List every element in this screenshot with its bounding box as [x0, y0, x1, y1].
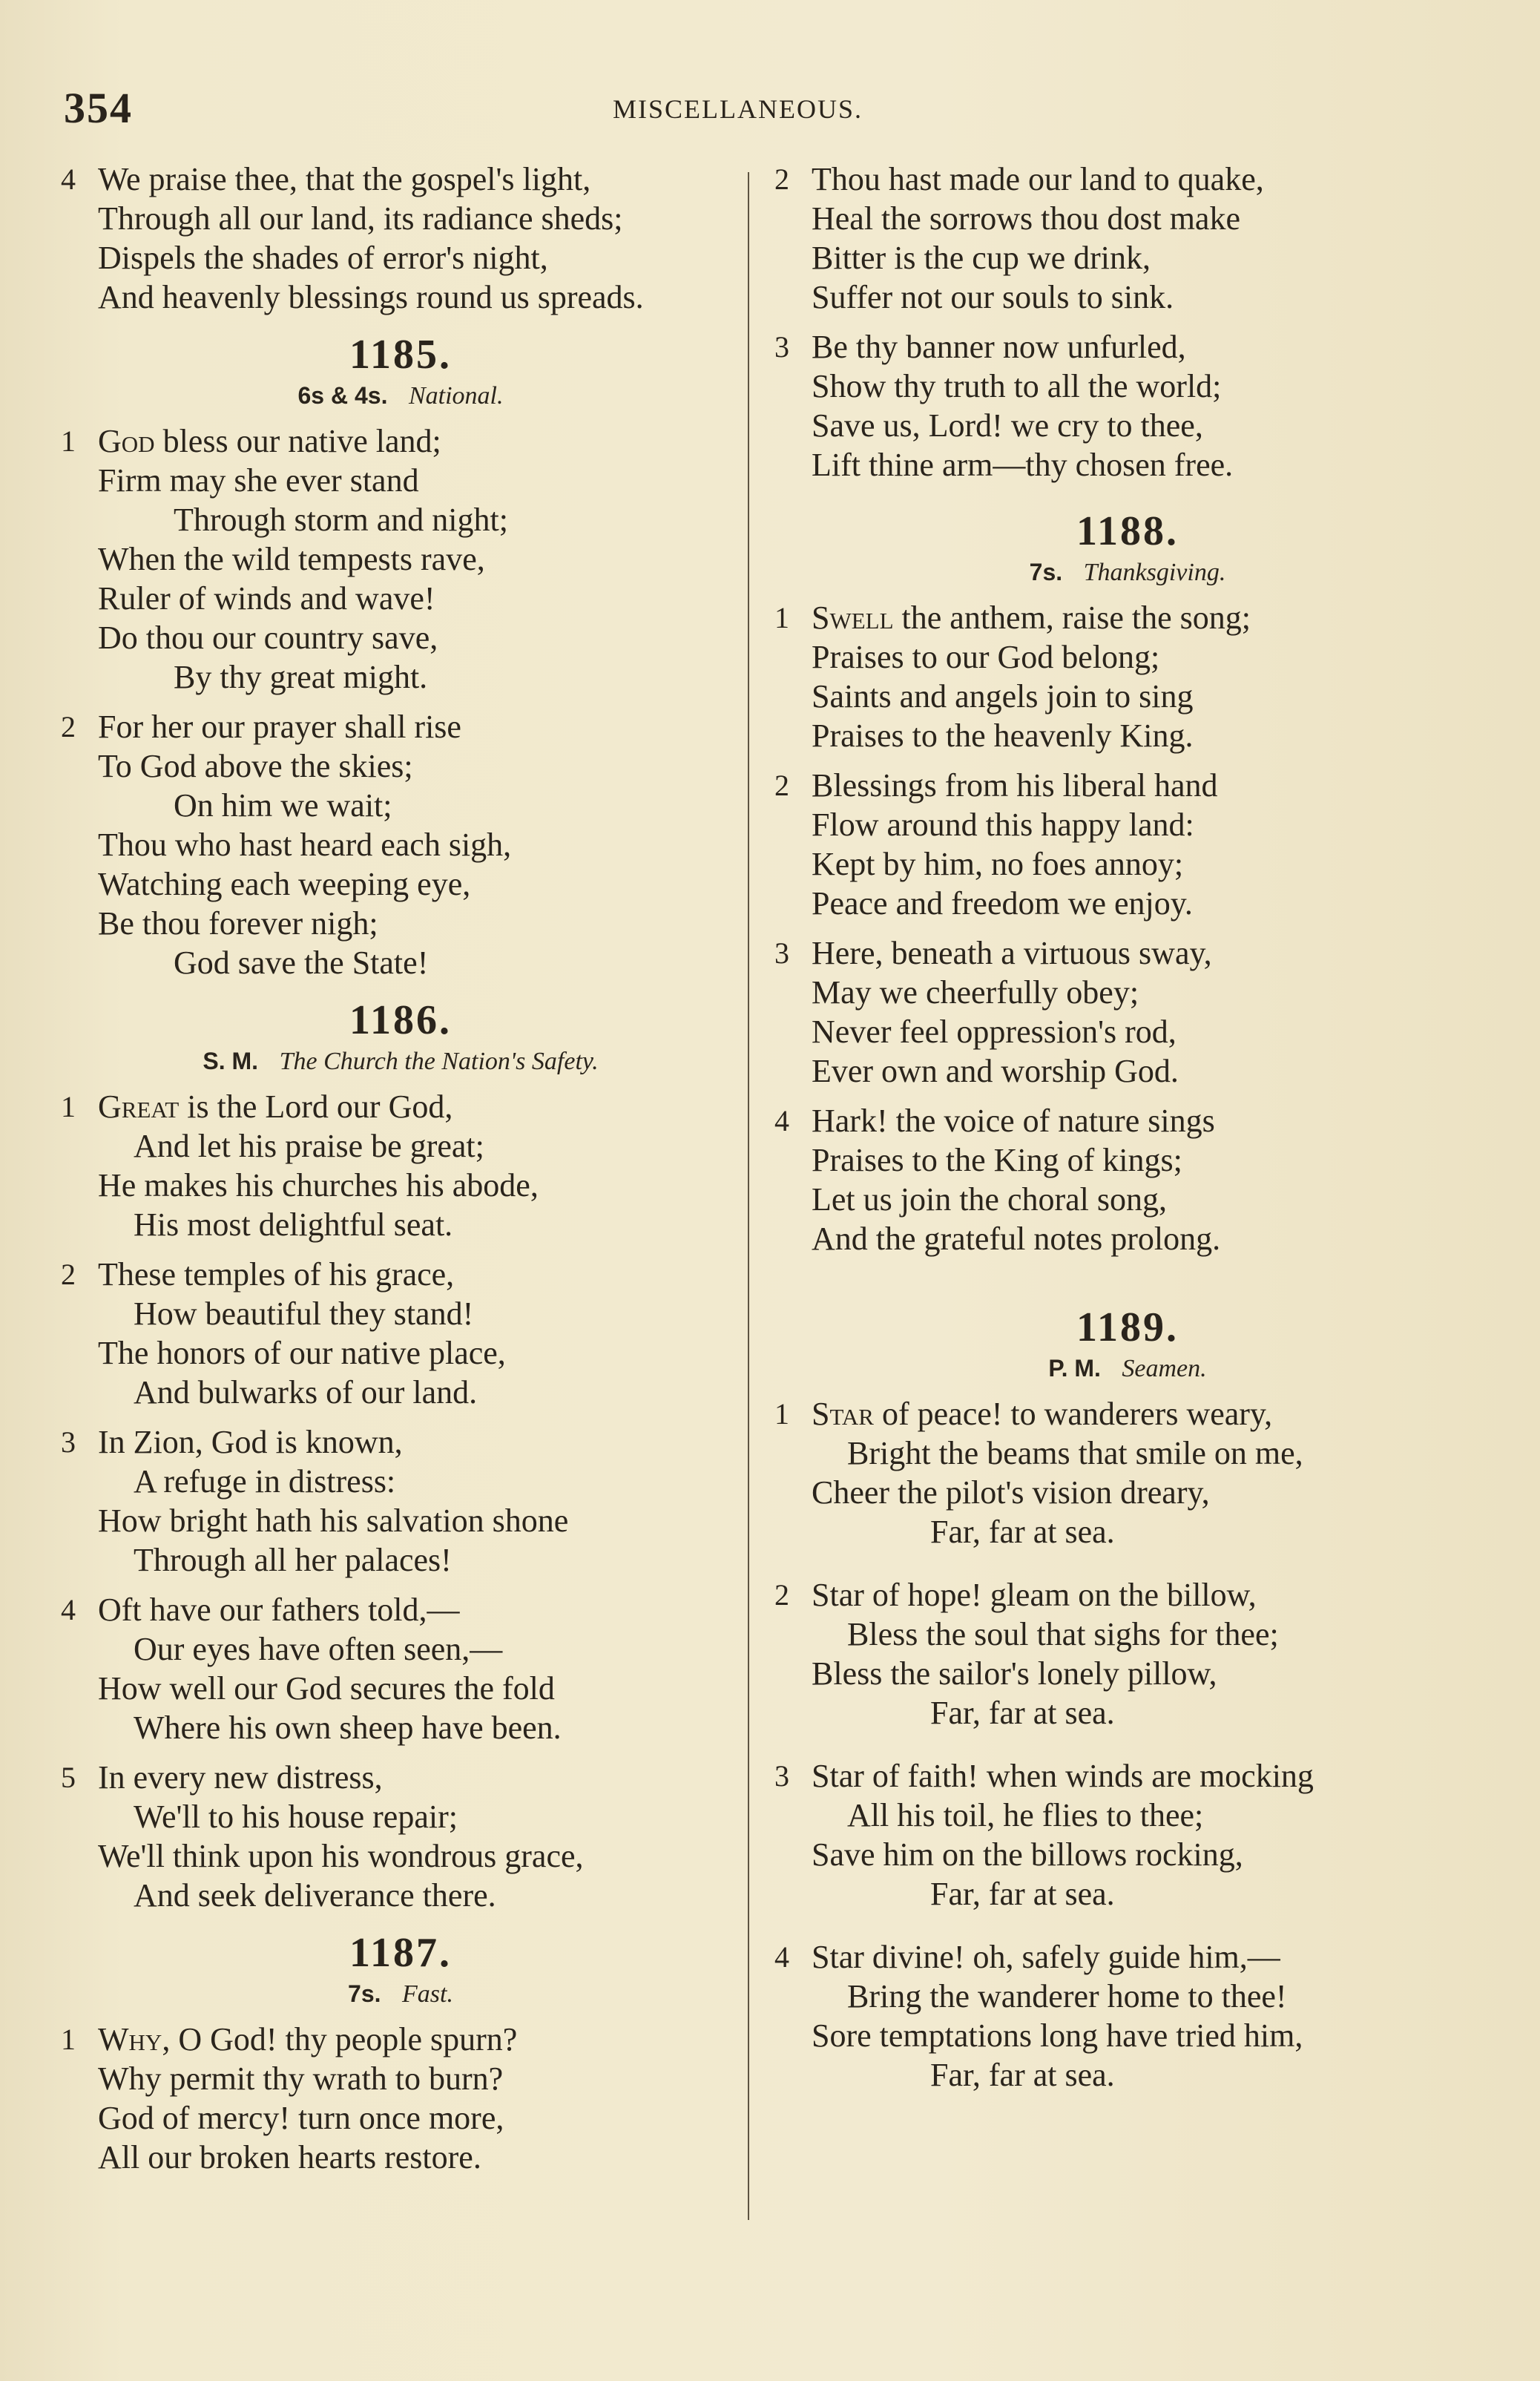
- stanza-number: 1: [61, 424, 76, 458]
- hymn-title: Thanksgiving.: [1083, 559, 1226, 586]
- verse-line: Bless the soul that sighs for thee;: [847, 1616, 1279, 1652]
- verse-line: Watching each weeping eye,: [98, 866, 471, 902]
- hymn-title: The Church the Nation's Safety.: [279, 1048, 599, 1075]
- verse-line: God of mercy! turn once more,: [98, 2100, 504, 2136]
- stanza-number: 4: [61, 1593, 76, 1626]
- stanza: [45, 1087, 757, 1244]
- hymn-meter: 6s & 4s.: [297, 382, 388, 409]
- hymn-number: 1185.: [349, 332, 452, 378]
- verse-line: These temples of his grace,: [98, 1256, 455, 1293]
- right-column: [757, 160, 1498, 2105]
- stanza-number: 5: [61, 1761, 76, 1794]
- hymn-title: Seamen.: [1122, 1355, 1207, 1382]
- stanza-number: 2: [61, 1258, 76, 1291]
- verse-line: Star divine! oh, safely guide him,—: [812, 1939, 1280, 1975]
- verse-line: A refuge in distress:: [134, 1463, 396, 1500]
- verse-line: The honors of our native place,: [98, 1335, 506, 1371]
- stanza: [45, 707, 757, 982]
- hymn-meter-line: [45, 1977, 757, 2011]
- hymn-number: 1188.: [1076, 508, 1179, 554]
- verse-line: Peace and freedom we enjoy.: [812, 885, 1193, 922]
- verse-line: We praise thee, that the gospel's light,: [98, 161, 591, 197]
- verse-line: In every new distress,: [98, 1759, 383, 1796]
- verse-line: Sore temptations long have tried him,: [812, 2017, 1303, 2054]
- verse-line: He makes his churches his abode,: [98, 1167, 539, 1203]
- stanza-number: 2: [774, 769, 789, 802]
- verse-line: Show thy truth to all the world;: [812, 368, 1222, 404]
- verse-line: And the grateful notes prolong.: [812, 1221, 1221, 1257]
- verse-line: Lift thine arm—thy chosen free.: [812, 447, 1234, 483]
- verse-line: Praises to the King of kings;: [812, 1142, 1182, 1178]
- verse-line: When the wild tempests rave,: [98, 541, 485, 577]
- verse-line: And heavenly blessings round us spreads.: [98, 279, 644, 315]
- verse-line: And let his praise be great;: [134, 1128, 484, 1164]
- verse-line: We'll think upon his wondrous grace,: [98, 1838, 584, 1874]
- verse-line: Here, beneath a virtuous sway,: [812, 935, 1212, 971]
- hymn-meter-line: [45, 379, 757, 413]
- stanza: [45, 1255, 757, 1412]
- verse-line: Bring the wanderer home to thee!: [847, 1978, 1287, 2014]
- stanza-number: 3: [774, 330, 789, 364]
- page-header: [64, 83, 1495, 132]
- stanza: [757, 160, 1498, 317]
- verse-line: To God above the skies;: [98, 748, 413, 784]
- verse-line: Cheer the pilot's vision dreary,: [812, 1474, 1210, 1511]
- stanza-number: 3: [774, 936, 789, 970]
- verse-line: Praises to the heavenly King.: [812, 717, 1194, 754]
- verse-line: Save him on the billows rocking,: [812, 1836, 1243, 1873]
- hymn-meter: 7s.: [348, 1980, 381, 2007]
- first-line-rest: bless our native land;: [154, 423, 441, 459]
- verse-line: Saints and angels join to sing: [812, 678, 1194, 715]
- first-word: Great: [98, 1088, 180, 1125]
- hymn-number: 1186.: [349, 997, 452, 1043]
- verse-line: For her our prayer shall rise: [98, 709, 461, 745]
- hymn-meter: 7s.: [1029, 559, 1063, 585]
- stanza: [757, 933, 1498, 1091]
- stanza: [757, 598, 1498, 755]
- verse-line: Through all our land, its radiance sheds;: [98, 200, 623, 237]
- verse-line: Hark! the voice of nature sings: [812, 1103, 1215, 1139]
- hymn-number: 1187.: [349, 1930, 452, 1976]
- first-word: Why: [98, 2021, 162, 2057]
- stanza: [45, 421, 757, 697]
- verse-line: Our eyes have often seen,—: [134, 1631, 503, 1667]
- stanza-number: 4: [774, 1940, 789, 1974]
- verse-line: Far, far at sea.: [930, 2057, 1115, 2093]
- verse-line: Bright the beams that smile on me,: [847, 1435, 1303, 1471]
- stanza: [757, 327, 1498, 485]
- verse-line: Firm may she ever stand: [98, 462, 419, 499]
- stanza: [45, 2020, 757, 2177]
- stanza-number: 3: [61, 1425, 76, 1459]
- hymn-title: National.: [408, 382, 504, 410]
- stanza-number: 4: [774, 1104, 789, 1137]
- verse-line: Save us, Lord! we cry to thee,: [812, 407, 1203, 444]
- stanza: [45, 1590, 757, 1747]
- verse-line: How well our God secures the fold: [98, 1670, 555, 1707]
- stanza: [45, 1422, 757, 1580]
- stanza: [757, 1937, 1498, 2095]
- verse-line: Be thy banner now unfurled,: [812, 329, 1186, 365]
- first-word: God: [98, 423, 155, 459]
- verse-line: Thou who hast heard each sigh,: [98, 827, 512, 863]
- verse-line: Suffer not our souls to sink.: [812, 279, 1174, 315]
- verse-line: God save the State!: [174, 945, 429, 981]
- verse-line: His most delightful seat.: [134, 1206, 453, 1243]
- stanza-number: 2: [774, 162, 789, 196]
- verse-line: Dispels the shades of error's night,: [98, 240, 548, 276]
- verse-line: We'll to his house repair;: [134, 1799, 458, 1835]
- stanza-number: 1: [774, 601, 789, 634]
- verse-line: Let us join the choral song,: [812, 1181, 1168, 1218]
- verse-line: On him we wait;: [174, 787, 392, 824]
- verse-line: Why permit thy wrath to burn?: [98, 2060, 504, 2097]
- verse-line: All our broken hearts restore.: [98, 2139, 481, 2175]
- verse-line: Star of faith! when winds are mocking: [812, 1758, 1314, 1794]
- verse-line: Through all her palaces!: [134, 1542, 452, 1578]
- verse-line: Be thou forever nigh;: [98, 905, 378, 942]
- stanza: [757, 1101, 1498, 1258]
- verse-line: Bless the sailor's lonely pillow,: [812, 1655, 1217, 1692]
- verse-line: May we cheerfully obey;: [812, 974, 1139, 1011]
- verse-line: Ruler of winds and wave!: [98, 580, 435, 617]
- verse-line: Flow around this happy land:: [812, 807, 1194, 843]
- first-word: Swell: [812, 600, 894, 636]
- verse-line: By thy great might.: [174, 659, 428, 695]
- verse-line: Heal the sorrows thou dost make: [812, 200, 1240, 237]
- verse-line: Do thou our country save,: [98, 620, 438, 656]
- verse-line: How beautiful they stand!: [134, 1295, 474, 1332]
- verse-line: [812, 598, 1498, 637]
- stanza-number: 4: [61, 162, 76, 196]
- verse-line: How bright hath his salvation shone: [98, 1503, 569, 1539]
- page-number: 354: [64, 84, 133, 132]
- stanza-number: 1: [774, 1397, 789, 1431]
- hymn-meter: P. M.: [1048, 1355, 1101, 1382]
- verse-line: Far, far at sea.: [930, 1695, 1115, 1731]
- stanza: [757, 766, 1498, 923]
- hymn-title: Fast.: [402, 1980, 453, 2008]
- verse-line: Thou hast made our land to quake,: [812, 161, 1264, 197]
- verse-line: Far, far at sea.: [930, 1876, 1115, 1912]
- stanza: [757, 1756, 1498, 1914]
- verse-line: Blessings from his liberal hand: [812, 767, 1218, 804]
- verse-line: All his toil, he flies to thee;: [847, 1797, 1204, 1833]
- stanza: [45, 1758, 757, 1915]
- verse-line: And bulwarks of our land.: [134, 1374, 478, 1410]
- verse-line: In Zion, God is known,: [98, 1424, 403, 1460]
- verse-line: Never feel oppression's rod,: [812, 1014, 1177, 1050]
- first-word: Star: [812, 1396, 874, 1432]
- hymn-meter-line: [45, 1045, 757, 1078]
- hymn-meter: S. M.: [203, 1048, 259, 1074]
- left-column: [45, 160, 757, 2187]
- stanza-number: 1: [61, 1090, 76, 1123]
- first-line-rest: , O God! thy people spurn?: [162, 2021, 518, 2057]
- stanza-number: 1: [61, 2023, 76, 2056]
- verse-line: [98, 421, 757, 461]
- hymn-meter-line: [757, 556, 1498, 589]
- verse-line: [98, 1087, 757, 1126]
- verse-line: Ever own and worship God.: [812, 1053, 1179, 1089]
- verse-line: Far, far at sea.: [930, 1514, 1115, 1550]
- verse-line: Bitter is the cup we drink,: [812, 240, 1151, 276]
- verse-line: Where his own sheep have been.: [134, 1710, 562, 1746]
- stanza-number: 2: [774, 1578, 789, 1612]
- verse-line: Praises to our God belong;: [812, 639, 1160, 675]
- verse-line: Through storm and night;: [174, 502, 508, 538]
- first-line-rest: the anthem, raise the song;: [893, 600, 1251, 636]
- stanza: [45, 160, 757, 317]
- first-line-rest: of peace! to wanderers weary,: [874, 1396, 1273, 1432]
- verse-line: [812, 1394, 1498, 1433]
- verse-line: Kept by him, no foes annoy;: [812, 846, 1184, 882]
- running-head: MISCELLANEOUS.: [613, 94, 863, 124]
- verse-line: [98, 2020, 757, 2059]
- stanza: [757, 1394, 1498, 1551]
- hymn-number: 1189.: [1076, 1304, 1179, 1350]
- hymn-meter-line: [757, 1352, 1498, 1385]
- verse-line: Star of hope! gleam on the billow,: [812, 1577, 1257, 1613]
- stanza-number: 2: [61, 710, 76, 743]
- verse-line: And seek deliverance there.: [134, 1877, 496, 1914]
- verse-line: Oft have our fathers told,—: [98, 1592, 460, 1628]
- stanza-number: 3: [774, 1759, 789, 1793]
- first-line-rest: is the Lord our God,: [179, 1088, 453, 1125]
- stanza: [757, 1575, 1498, 1733]
